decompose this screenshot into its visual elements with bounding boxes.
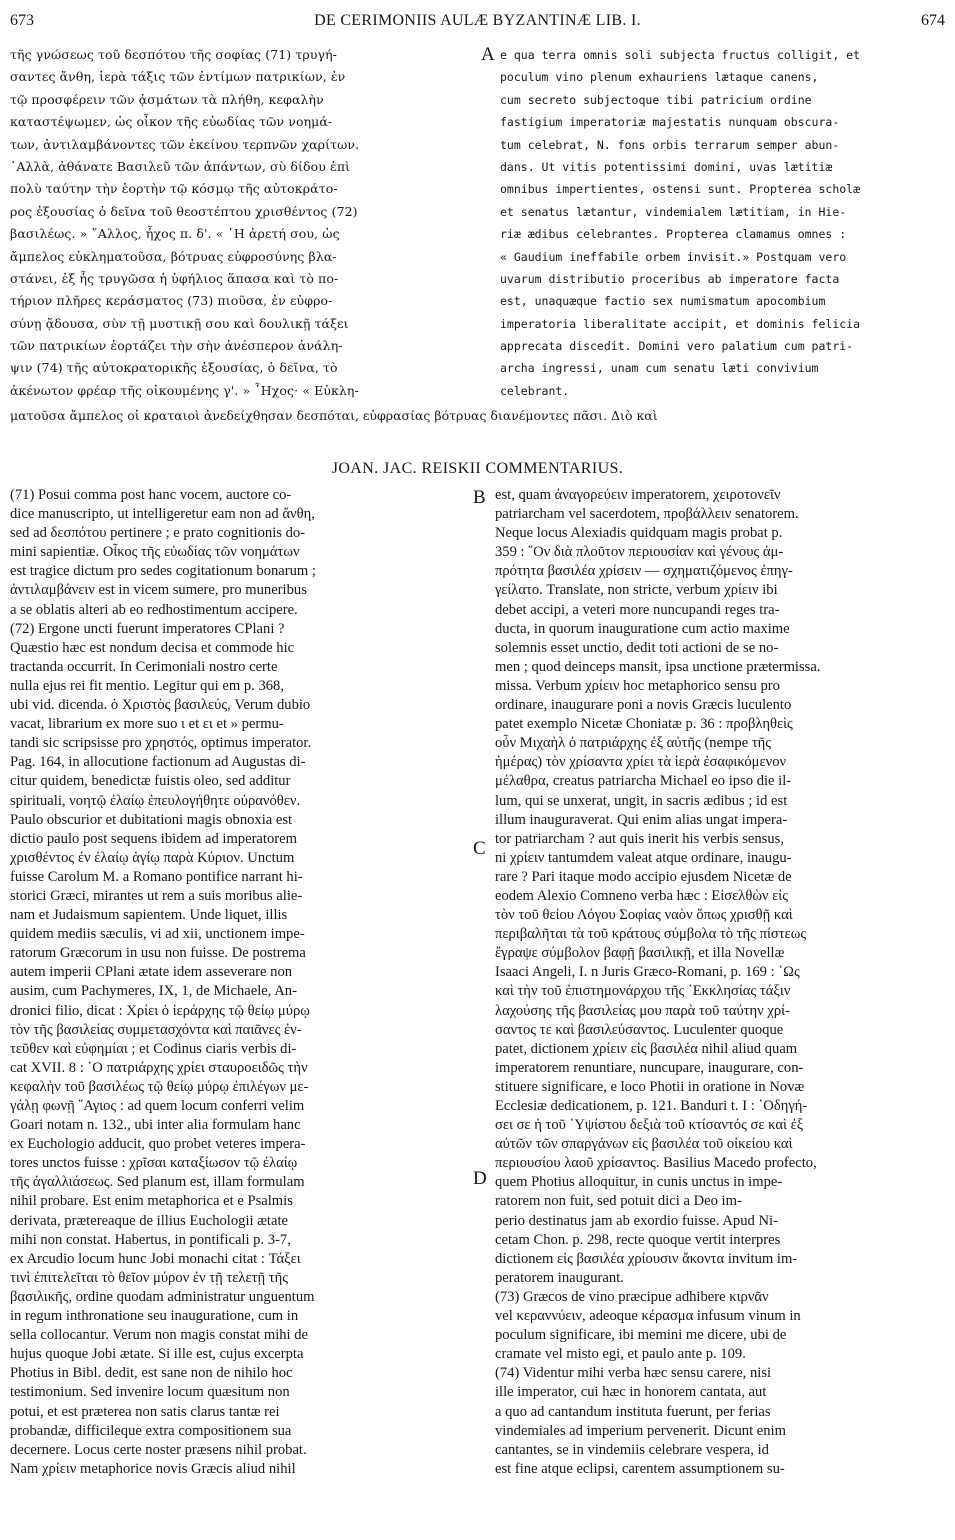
text-line: (71) Posui comma post hanc vocem, auctore co- — [10, 487, 292, 503]
text-line: dictio paulo post sequens ibidem ad imperatorem — [10, 830, 297, 847]
text-line: ubi vid. dicenda. ὁ Χριστὸς βασιλεύς, Verum dubio — [10, 697, 311, 714]
text-line: καταστέψωμεν, ὡς οἶκον τῆς εὐωδίας τῶν νοημά- — [10, 114, 333, 130]
text-line: ex Euchologio adducit, quo probet veteres impera- — [10, 1136, 306, 1153]
text-line: poculum significare, ibi memini me dicere, ubi de — [495, 1327, 787, 1344]
text-line: hujus quoque Jobi ætate. Si ille est, cujus excerpta — [10, 1346, 304, 1363]
text-line: solemnis esset unctio, dedit toti actioni de se no- — [495, 639, 779, 656]
text-line: γείλατο. Translate, non stricte, verbum χρίειν ibi — [495, 582, 778, 599]
text-line: πρότητα βασιλέα χρίσειν — σχηματιζόμενος ἐπηγ- — [495, 563, 793, 580]
text-line: tandi sic scripsisse pro χρηστός, optimus imperator. — [10, 735, 312, 752]
text-line: των, ἀντιλαμβάνοντες τῶν ἐκείνου τερπνῶν χαρίτων. — [10, 136, 360, 152]
text-line: nulla ejus rei fit mentio. Legitur qui em p. 368, — [10, 677, 284, 694]
margin-letter-c: C — [473, 838, 486, 859]
text-line: ἀκένωτον φρέαρ τῆς οἰκουμένης γ'. » ῏Ηχος· « Εὐκλη- — [10, 382, 359, 398]
text-line: cum secreto subjectoque tibi patricium ordine — [500, 92, 812, 107]
text-line: Nam χρίειν metaphorice novis Græcis aliud nihil — [10, 1460, 296, 1477]
text-line: riæ ædibus celebrantes. Propterea clamamus omnes : — [500, 227, 847, 242]
text-line: τινὶ ἐπιτελεῖται τὸ θεῖον μύρον ἐν τῇ τελετῇ τῆς — [10, 1269, 289, 1286]
text-line: ille imperator, cui hæc in honorem cantata, aut — [495, 1384, 767, 1401]
text-line: γάλῃ φωνῇ ῞Αγιος : ad quem locum conferri velim — [10, 1098, 305, 1114]
text-line: illum inauguraverat. Qui enim alias ungat impera- — [495, 811, 788, 828]
running-header — [0, 8, 955, 38]
text-line: quem Photius alloquitur, in cunis unctus in impe- — [495, 1174, 783, 1191]
text-line: λαχούσης τῆς βασιλείας μου παρὰ τοῦ ταύτην χρί- — [495, 1002, 790, 1019]
text-line: cantantes, se in vindemiis celebrare vespera, id — [495, 1441, 769, 1458]
text-line: Isaaci Angeli, I. n Juris Græco-Romani, p. 169 : ῾Ως — [495, 964, 800, 981]
text-line: est tragice dictum pro sedes cogitationum bonarum ; — [10, 563, 316, 580]
text-line: σύνῃ ᾄδουσα, σὺν τῇ μυστικῇ σου καὶ δουλικῇ τάξει — [10, 315, 349, 331]
text-line: imperatoria liberalitate accipit, et dominis felicia — [500, 316, 861, 331]
text-line: Ecclesiæ dedicationem, p. 121. Banduri t. I : ᾽Οδηγή- — [495, 1098, 808, 1114]
text-line: potui, et est præterea non satis clarus tantæ rei — [10, 1403, 280, 1420]
text-line: autem imperii CPlani ætate idem asseverare non — [10, 964, 293, 981]
text-line: patriarcham vel sacerdotem, προβάλλειν senatorem. — [495, 506, 799, 523]
text-line: fastigium imperatoriæ majestatis nunquam obscura- — [500, 115, 840, 130]
text-line: testimonium. Sed invenire locum quæsitum non — [10, 1384, 290, 1401]
text-line: οὖν Μιχαὴλ ὁ πατριάρχης ἐξ αὐτῆς (nempe τῆς — [495, 735, 772, 752]
text-line: Goari notam n. 132., ubi inter alia formulam hanc — [10, 1117, 301, 1134]
text-line: μέλαθρα, creatus patriarcha Michael eo ipso die il- — [495, 773, 792, 790]
latin-translation-column — [500, 44, 945, 404]
text-line: cetam Chon. p. 298, recte quoque vertit interpres — [495, 1231, 781, 1248]
text-line: perio destinatus jam ab exordio fuisse. Apud Ni- — [495, 1212, 778, 1229]
text-line: (74) Videntur mihi verba hæc sensu carere, nisi — [495, 1365, 772, 1382]
text-line: mihi non constat. Habertus, in pontificali p. 3-7, — [10, 1231, 291, 1248]
text-line: tores unctos fuisse : χρῖσαι καταξίωσον τῷ ἐλαίῳ — [10, 1155, 298, 1172]
text-line: eodem Alexio Comneno verba hæc : Εἰσελθὼν εἰς — [495, 887, 789, 904]
text-line: imperatorem renuntiare, nuncupare, inaugurare, con- — [495, 1059, 804, 1076]
text-line: est fine atque eclipsi, carentem assumptionem su- — [495, 1460, 785, 1477]
margin-letter-b: B — [473, 487, 486, 508]
text-line: τὸν τοῦ θείου Λόγου Σοφίας ναὸν ὅπως χρισθῇ καὶ — [495, 907, 793, 924]
text-line: patet exemplo Nicetæ Choniatæ p. 36 : προβληθεὶς — [495, 716, 793, 733]
text-line: vacat, librarium ex more suo ι et ει et » permu- — [10, 716, 284, 733]
text-line: ἡμέρας) τὸν χρίσαντα χρίει τὰ ἱερὰ ἐσαφικόμενον — [495, 754, 787, 771]
text-line: σαντος τε καὶ βασιλεύσαντος. Luculenter quoque — [495, 1021, 784, 1038]
text-line: celebrant. — [500, 383, 570, 398]
text-line: cramate vel misto egi, et paulo ante p. 109. — [495, 1346, 746, 1363]
text-line: βασιλικῆς, ordine quodam administratur unguentum — [10, 1288, 315, 1305]
text-line: τῶν πατρικίων ἑορτάζει τὴν σὴν ἀνέσπερον ἀνάλη- — [10, 338, 343, 354]
page-number-right: 674 — [921, 12, 945, 29]
text-line: peratorem inaugurant. — [495, 1269, 624, 1286]
text-line: tum celebrat, N. fons orbis terrarum semper abun- — [500, 137, 840, 152]
margin-letter-a: A — [481, 44, 495, 65]
text-line: τεῦθεν καὶ εὐφημίαι ; et Codinus ciaris verbis di- — [10, 1040, 297, 1057]
text-line: vel κεραννύειν, adeoque κέρασμα infusum vinum in — [495, 1308, 801, 1325]
page-number-left: 673 — [10, 12, 34, 29]
text-line: in regum inthronatione seu inauguratione, cum in — [10, 1308, 299, 1325]
text-line: ρος ἐξουσίας ὁ δεῖνα τοῦ θεοστέπτου χρισθέντος (72) — [10, 203, 358, 219]
text-line: χρισθέντος ἐν ἐλαίῳ ἁγίῳ παρὰ Κύριον. Unctum — [10, 849, 295, 866]
text-line: stituere significare, e loco Photii in oratione in Novæ — [495, 1078, 805, 1095]
text-line: Neque locus Alexiadis quidquam magis probat p. — [495, 525, 783, 542]
text-line: e qua terra omnis soli subjecta fructus colligit, et — [500, 48, 861, 62]
text-line: ἔγραψε σύμβολον βαφῇ βασιλικῇ, et illa Novellæ — [495, 945, 785, 962]
text-line: uvarum distributio proceribus ab imperatore facta — [500, 271, 840, 286]
text-line: men ; quod deinceps mansit, ipsa unctione prætermissa. — [495, 658, 821, 675]
text-line: τὸν τῆς βασιλείας συμμετασχόντα καὶ παιᾶνες ἐν- — [10, 1021, 302, 1038]
text-line: στάνει, ἐξ ἧς τρυγῶσα ἡ ὑφήλιος ἅπασα καὶ τὸ πο- — [10, 270, 339, 286]
text-line: περιβαλῆται τὰ τοῦ κράτους σύμβολα τὸ τῆς πίστεως — [495, 926, 807, 943]
text-line: (72) Ergone uncti fuerunt imperatores CPlani ? — [10, 620, 285, 637]
text-line: ψιν (74) τῆς αὐτοκρατορικῆς ἐξουσίας, ὁ δεῖνα, τὸ — [10, 360, 338, 376]
text-line: debet accipi, a veteri more nuncupandi reges tra- — [495, 601, 780, 618]
commentary-left-column — [10, 486, 472, 1526]
text-line: fuisse Carolum M. a Romano pontifice narrant hi- — [10, 868, 303, 885]
text-line: τήριον πλῆρες κεράσματος (73) πιοῦσα, ἐν εὐφρο- — [10, 293, 333, 309]
text-line: ἄμπελος εὐκληματοῦσα, βότρυας εὐφροσύνης βλα- — [10, 248, 337, 264]
text-line: a se oblatis alteri ab eo redhostimentum accipere. — [10, 601, 298, 618]
text-line: patet, dictionem χρίειν εἰς βασιλέα nihil aliud quam — [495, 1040, 798, 1057]
text-line: ratorum Græcorum in usu non fuisse. De postrema — [10, 945, 306, 962]
text-line: missa. Verbum χρίειν hoc metaphorico sensu pro — [495, 677, 780, 694]
text-line: ducta, in quorum inauguratione cum actio maxime — [495, 620, 790, 637]
text-line: ᾽Αλλὰ, ἀθάνατε Βασιλεῦ τῶν ἁπάντων, σὺ δίδου ἐπὶ — [10, 158, 351, 174]
text-line: sed ad δεσπότου pertinere ; e prato cognitionis do- — [10, 525, 306, 542]
text-line: et senatus lætantur, vindemialem lætitiam, in Hie- — [500, 204, 847, 219]
text-line: lum, qui se unxerat, ungit, in sacris ædibus ; id est — [495, 792, 788, 809]
text-line: ratorem non fuit, sed potuit dici a Deo im- — [495, 1193, 742, 1210]
text-line: (73) Græcos de vino præcipue adhibere κιρνᾶν — [495, 1288, 769, 1305]
text-line: dans. Ut vitis potentissimi domini, uvas lætitiæ — [500, 159, 833, 174]
text-line: σει σε ἡ τοῦ ῾Υψίστου δεξιὰ τοῦ κτίσαντός σε καὶ ἐξ — [495, 1117, 804, 1134]
text-line: κεφαλὴν τοῦ βασιλέως τῷ θείῳ μύρῳ ἐπιλέγων με- — [10, 1078, 309, 1095]
text-line: nam et Judaismum sapientem. Unde liquet, illis — [10, 907, 288, 924]
text-line: πολὺ ταύτην τὴν ἑορτὴν τῷ κόσμῳ τῆς αὐτοκράτο- — [10, 181, 338, 197]
text-line: poculum vino plenum exhauriens lætaque canens, — [500, 70, 819, 85]
text-line: ex Arcudio locum hunc Jobi monachi citat : Τάξει — [10, 1250, 301, 1267]
text-line: nihil probare. Est enim metaphorica et e Psalmis — [10, 1193, 293, 1210]
text-line: vindemiales ad imperium pervenerit. Dicunt enim — [495, 1422, 786, 1439]
text-line: probandæ, difficileque extra compositionem sua — [10, 1422, 292, 1439]
text-line: αὐτῶν τῶν σπαργάνων εἰς βασιλέα τοῦ οἰκείου καὶ — [495, 1136, 793, 1153]
text-line: σαντες ἄνθη, ἱερὰ τάξις τῶν ἐντίμων πατρικίων, ἐν — [10, 69, 346, 85]
text-line: βασιλέως. » ῎Αλλος, ἦχος π. δ'. « ῾Η ἀρετή σου, ὡς — [10, 226, 340, 242]
text-line: ni χρίειν tantumdem valeat atque ordinare, inaugu- — [495, 849, 792, 866]
text-line: mini sapientiæ. Οἶκος τῆς εὐωδίας τῶν νοημάτων — [10, 544, 300, 561]
text-line: « Gaudium ineffabile orbem invisit.» Postquam vero — [500, 249, 847, 264]
text-line: Paulo obscurior et dubitationi magis obnoxia est — [10, 811, 293, 828]
text-line: a quo ad cantandum instituta fuerunt, per ferias — [495, 1403, 771, 1420]
text-line: archa ingressi, unam cum senatu læti convivium — [500, 361, 819, 376]
margin-letter-d: D — [473, 1168, 487, 1189]
text-line: rare ? Pari itaque modo accipio ejusdem Nicetæ de — [495, 868, 792, 885]
text-line: Quæstio hæc est nondum decisa et commode hic — [10, 639, 295, 656]
text-line: tractanda occurrit. In Cerimoniali nostro certe — [10, 658, 278, 675]
greek-continuation-line: ματοῦσα ἄμπελος οἱ κραταιοὶ ἀνεδείχθησαν δεσπόται, εὐφρασίας βότρυας διανέμοντες πᾶσι. Διὸ καὶ — [10, 408, 658, 423]
text-line: ἀντιλαμβάνειν est in vicem sumere, pro muneribus — [10, 582, 307, 599]
text-line: τῆς ἀγαλλιάσεως. Sed planum est, illam formulam — [10, 1174, 305, 1191]
commentary-title: JOAN. JAC. REISKII COMMENTARIUS. — [331, 460, 624, 477]
text-line: ordinare, inaugurare poni a novis Græcis luculento — [495, 697, 792, 714]
greek-text-column — [10, 44, 478, 404]
text-line: dictionem εἰς βασιλέα χρίουσιν ἄκοντα invitum im- — [495, 1250, 798, 1267]
text-line: omnibus impertientes, ostensi sunt. Propterea scholæ — [500, 182, 861, 197]
commentary-right-column — [495, 486, 945, 1526]
text-line: dice manuscripto, ut intelligeretur eam non ad ἄνθη, — [10, 506, 315, 523]
text-line: decernere. Locus certe noster præsens nihil probat. — [10, 1441, 307, 1458]
text-line: quidem mediis sæculis, vi ad xii, unctionem impe- — [10, 926, 305, 943]
text-line: τῆς γνώσεως τοῦ δεσπότου τῆς σοφίας (71) τρυγή- — [10, 47, 338, 62]
text-line: storici Græci, mirantes ut rem a suis moribus alie- — [10, 887, 303, 904]
running-title: DE CERIMONIIS AULÆ BYZANTINÆ LIB. I. — [314, 12, 641, 29]
text-line: cat XVII. 8 : ῾Ο πατριάρχης χρίει σταυροειδῶς τὴν — [10, 1059, 308, 1076]
text-line: sella collocantur. Verum non magis constat mihi de — [10, 1327, 309, 1344]
text-line: 359 : ῞Ον διὰ πλοῦτον περιουσίαν καὶ γένους ἀμ- — [495, 544, 784, 561]
text-line: τῷ προσφέρειν τῶν ᾀσμάτων τὰ πλήθη, κεφαλὴν — [10, 91, 324, 107]
text-line: spirituali, νοητῷ ἐλαίῳ ἐπευλογήθητε οὐρανόθεν. — [10, 792, 301, 809]
text-line: apprecata discedit. Domini vero palatium cum patri- — [500, 339, 854, 354]
text-line: ausim, cum Pachymeres, IX, 1, de Michaele, An- — [10, 983, 297, 1000]
text-line: citur quidem, benedictæ fuistis oleo, sed additur — [10, 773, 291, 790]
text-line: dronici filio, dicat : Χρίει ὁ ἱεράρχης τῷ θείῳ μύρῳ — [10, 1002, 310, 1019]
text-line: Photius in Bibl. dedit, est sane non de nihilo hoc — [10, 1365, 293, 1382]
text-line: tor patriarcham ? aut quis inerit his verbis sensus, — [495, 830, 784, 847]
text-line: Pag. 164, in allocutione factionum ad Augustas di- — [10, 754, 306, 771]
text-line: καὶ τὴν τοῦ ἐπιστημονάρχου τῆς ᾽Εκκλησίας τάξιν — [495, 983, 791, 1000]
text-line: derivata, prætereaque de illius Euchologii ætate — [10, 1212, 289, 1229]
text-line: est, unaquæque factio sex numismatum apocombium — [500, 294, 826, 309]
text-line: περιουσίου λαοῦ χρίσαντος. Basilius Macedo profecto, — [495, 1155, 817, 1172]
text-line: est, quam ἀναγορεύειν imperatorem, χειροτονεῖν — [495, 487, 781, 503]
